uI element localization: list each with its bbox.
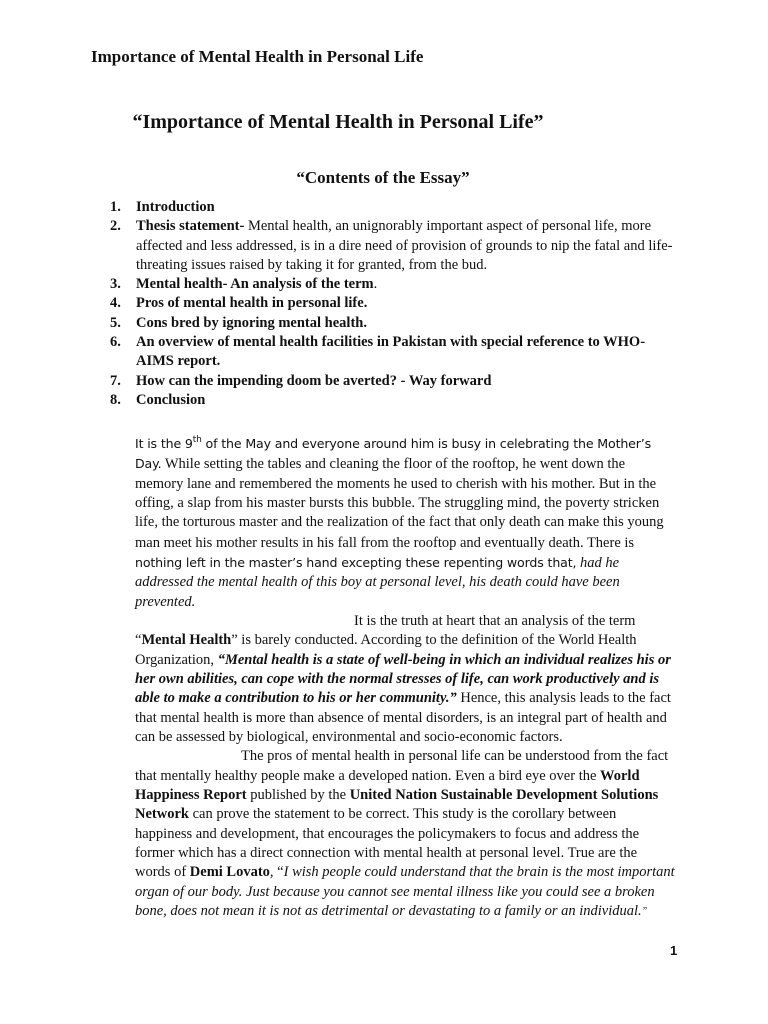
- paragraph-pros: The pros of mental health in personal life can be understood from the fact that mentally healthy people make a developed nation. Even a bird eye over the World Happiness Report published by the United Nation Sustainable Development Solutions Network can prove the statement to be correct. This study is the corollary between happiness and development, that encourages the policymakers to focus and address the former which has a direct connection with mental health at personal level. True are the words of Demi Lovato, “I wish people could understand that the brain is the most important organ of our body. Just because you cannot see mental illness like you could see a broken bone, does not mean it is not as detrimental or devastating to a family or an individual.”: [135, 748, 675, 920]
- list-item: 1. Introduction: [110, 199, 215, 215]
- list-item: 5. Cons bred by ignoring mental health.: [110, 314, 367, 331]
- paragraph-intro: It is the 9th of the May and everyone around him is busy in celebrating the Mother’s Day. While setting the tables and cleaning the floor of the rooftop, he went down the memory lane and remembered the moments he used to cherish with his mother. But in the offing, a slap from his master bursts this bubble. The struggling mind, the poverty stricken life, the torturous master and the realization of the fact that only death can make this young man meet his mother results in his fall from the rooftop and eventually death. There is nothing left in the master’s hand excepting these repenting words that, had he addressed the mental health of this boy at personal level, his death could have been prevented.: [135, 435, 664, 610]
- list-item: 8. Conclusion: [110, 391, 206, 408]
- list-item: 2. Thesis statement- Mental health, an unignorably important aspect of personal life, more affected and less addressed, is in a dire need of provision of grounds to nip the fatal and life-threating issues raised by taking it for granted, from the bud.: [110, 218, 673, 273]
- list-item: 4. Pros of mental health in personal life.: [110, 295, 368, 312]
- contents-list: [105, 198, 675, 410]
- list-item: 7. How can the impending doom be averted? - Way forward: [110, 372, 492, 389]
- essay-title: “Importance of Mental Health in Personal Life”: [132, 111, 544, 133]
- running-header: Importance of Mental Health in Personal Life: [91, 47, 424, 66]
- essay-body: [135, 431, 675, 921]
- page-number: 1: [670, 943, 678, 958]
- contents-heading: “Contents of the Essay”: [296, 168, 470, 187]
- list-item: 3. Mental health- An analysis of the term.: [110, 276, 378, 293]
- paragraph-analysis: It is the truth at heart that an analysis of the term “Mental Health” is barely conducted. According to the definition of the World Health Organization, “Mental health is a state of well-being in which an individual realizes his or her own abilities, can cope with the normal stresses of life, can work productively and is able to make a contribution to his or her community.” Hence, this analysis leads to the fact that mental health is more than absence of mental disorders, is an integral part of health and can be assessed by biological, environmental and socio-economic factors.: [135, 612, 671, 745]
- list-item: 6. An overview of mental health facilities in Pakistan with special reference to WHO-AIMS report.: [110, 334, 646, 370]
